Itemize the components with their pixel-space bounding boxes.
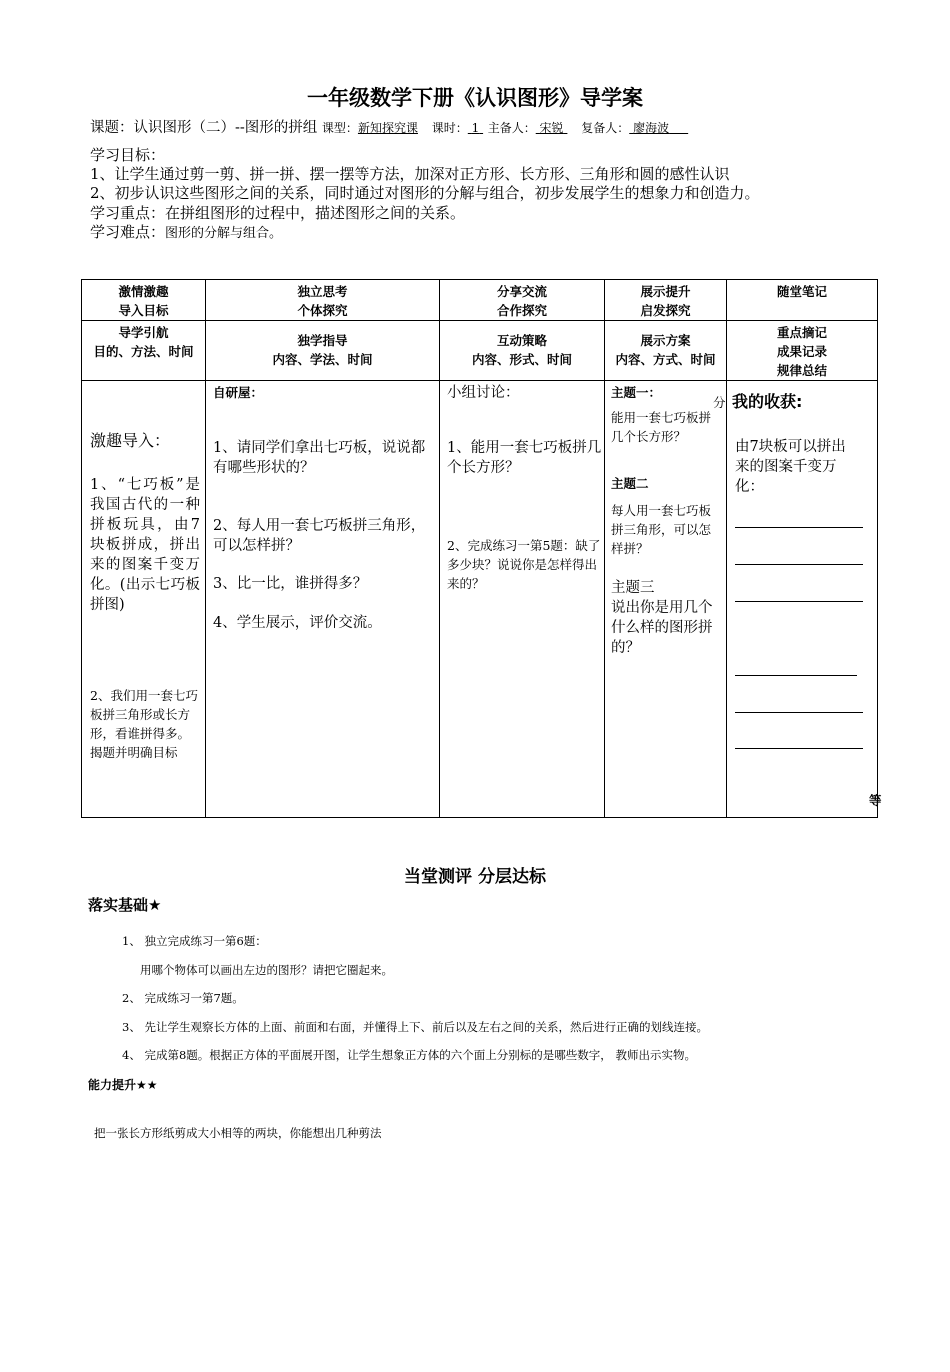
- header-cell: 互动策略 内容、形式、时间: [440, 321, 605, 381]
- exercise-2: 2、 完成练习一第7题。: [122, 991, 244, 1005]
- discussion-heading: 小组讨论：: [447, 385, 520, 401]
- topic-label: 课题：: [90, 120, 134, 136]
- note-line: [735, 675, 857, 676]
- note-line: [735, 748, 863, 749]
- header-row-1: [82, 280, 878, 321]
- deng-mark: 等: [869, 793, 882, 808]
- header-cell: 独立思考 个体探究: [206, 280, 440, 321]
- preparer-label: 主备人：: [487, 121, 536, 135]
- lesson-meta: [90, 116, 688, 137]
- exercise-1: 1、 独立完成练习一第6题：: [122, 934, 267, 948]
- reviewer-label: 复备人：: [581, 121, 630, 135]
- theme-2-text: 每人用一套七巧板拼三角形，可以怎样拼？: [611, 503, 712, 556]
- self-study-q4: 4、学生展示，评价交流。: [213, 615, 382, 631]
- header-cell: 导学引航 目的、方法、时间: [82, 321, 206, 381]
- lesson-table: [81, 279, 882, 818]
- note-line: [735, 527, 863, 528]
- note-line: [735, 712, 863, 713]
- exercise-3: 3、 先让学生观察长方体的上面、前面和右面，并懂得上下、前后以及左右之间的关系，然后进行正确的划线连接。: [122, 1020, 708, 1034]
- theme-3-text: 说出你是用几个什么样的图形拼的？: [611, 600, 713, 656]
- col-self-study: [206, 381, 440, 818]
- reviewer-value: 廖海波: [633, 121, 670, 135]
- header-row-2: [82, 321, 878, 381]
- col-notes: [727, 381, 882, 818]
- hours-label: 课时：: [431, 121, 468, 135]
- fen-mark: 分: [713, 395, 726, 410]
- self-study-q1: 1、请同学们拿出七巧板，说说都有哪些形状的？: [213, 440, 426, 476]
- guide-para-2: 2、我们用一套七巧板拼三角形或长方形，看谁拼得多。揭题并明确目标: [90, 688, 198, 760]
- content-row: [82, 381, 878, 818]
- header-cell: 重点摘记 成果记录 规律总结: [727, 321, 878, 381]
- assessment-title: 当堂测评 分层达标: [404, 867, 546, 887]
- discussion-q2: 2、完成练习一第5题：缺了多少块？说说你是怎样得出来的？: [447, 538, 601, 591]
- type-label: 课型：: [321, 121, 358, 135]
- gains-heading: 我的收获:: [732, 392, 803, 411]
- guide-para-1: 1、“七巧板”是我国古代的一种拼板玩具，由7块板拼成，拼出来的图案千变万化。(出示七巧板拼图): [90, 477, 200, 613]
- objective-2: 2、初步认识这些图形之间的关系，同时通过对图形的分解与组合，初步发展学生的想象力和创造力。: [90, 184, 760, 202]
- advanced-level-heading: 能力提升★★: [88, 1078, 158, 1092]
- self-study-q3: 3、比一比，谁拼得多？: [213, 576, 368, 592]
- theme-1-text: 能用一套七巧板拼几个长方形？: [611, 410, 712, 444]
- col-guide: [82, 381, 206, 818]
- topic-value: 认识图形（二）--图形的拼组: [133, 120, 318, 136]
- col-discussion: [440, 381, 605, 818]
- self-study-heading: 自研屋：: [213, 385, 264, 400]
- header-cell: 分享交流 合作探究: [440, 280, 605, 321]
- theme-2-label: 主题二: [611, 476, 649, 491]
- gains-text: 由7块板可以拼出来的图案千变万化：: [735, 439, 846, 495]
- advanced-exercise: 把一张长方形纸剪成大小相等的两块，你能想出几种剪法: [94, 1126, 382, 1140]
- self-study-q2: 2、每人用一套七巧板拼三角形，可以怎样拼？: [213, 518, 426, 554]
- basic-level-heading: 落实基础★: [88, 896, 162, 914]
- preparer-value: 宋锐: [539, 121, 564, 135]
- learning-difficulty: 学习难点：图形的分解与组合。: [90, 223, 283, 241]
- hours-value: 1: [471, 121, 480, 135]
- theme-1-label: 主题一：: [611, 385, 662, 400]
- exercise-1-detail: 用哪个物体可以画出左边的图形？请把它圈起来。: [140, 963, 393, 977]
- header-cell: 展示提升 启发探究: [605, 280, 727, 321]
- page-title: 一年级数学下册《认识图形》导学案: [307, 86, 643, 110]
- header-cell: 激情激趣 导入目标: [82, 280, 206, 321]
- discussion-q1: 1、能用一套七巧板拼几个长方形？: [447, 440, 602, 476]
- objectives-heading: 学习目标：: [90, 146, 166, 164]
- col-presentation: [605, 381, 727, 818]
- learning-focus: 学习重点：在拼组图形的过程中，描述图形之间的关系。: [90, 204, 466, 222]
- type-value: 新知探究课: [357, 121, 418, 135]
- header-cell: 独学指导 内容、学法、时间: [206, 321, 440, 381]
- header-cell: 随堂笔记: [727, 280, 878, 321]
- objective-1: 1、让学生通过剪一剪、拼一拼、摆一摆等方法，加深对正方形、长方形、三角形和圆的感性认识: [90, 165, 730, 183]
- theme-3-label: 主题三: [611, 580, 655, 596]
- guide-heading: 激趣导入：: [90, 431, 171, 450]
- header-cell: 展示方案 内容、方式、时间: [605, 321, 727, 381]
- exercise-4: 4、 完成第8题。根据正方体的平面展开图，让学生想象正方体的六个面上分别标的是哪些数字， 教师出示实物。: [122, 1048, 696, 1062]
- note-line: [735, 564, 863, 565]
- note-line: [735, 601, 863, 602]
